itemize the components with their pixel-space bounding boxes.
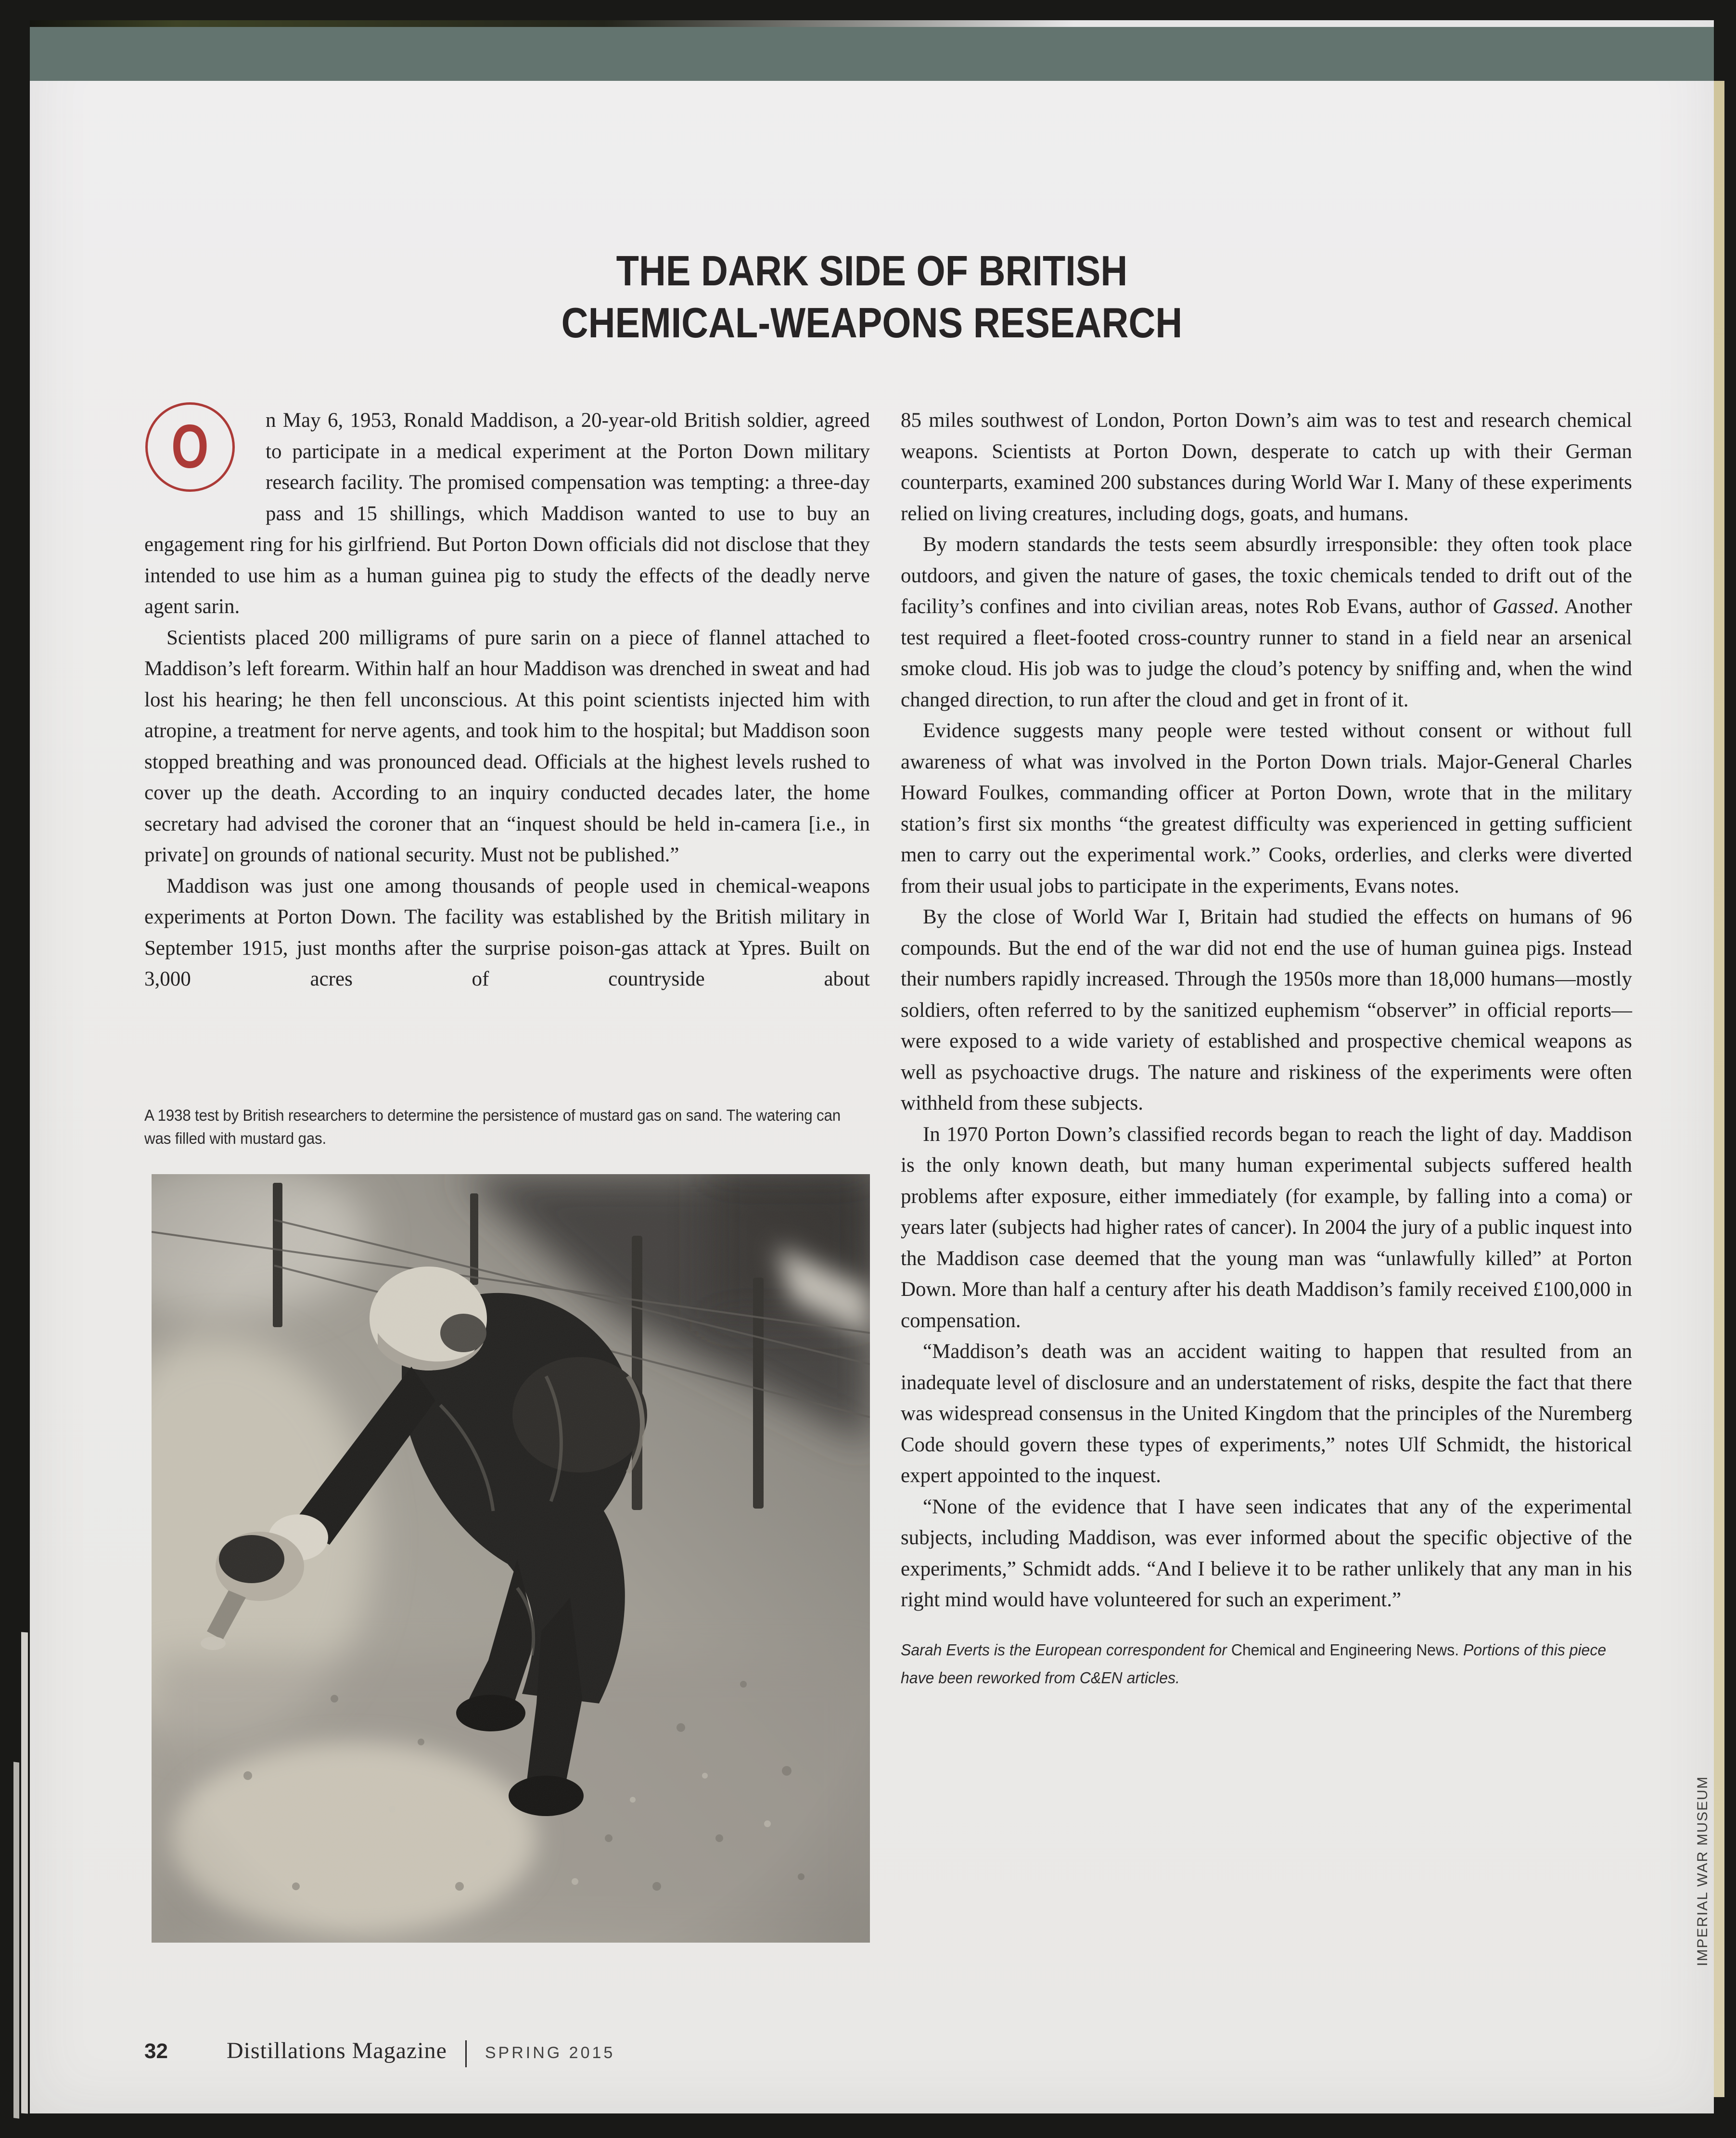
paragraph: Evidence suggests many people were tested without consent or without full awareness of what was involved in the Porton Down trials. Major-General Charles Howard Foulkes, commanding officer at Porton Down, wrote that in the military station’s first six months “the greatest difficulty was experienced in getting sufficient men to carry out the experimental work.” Cooks, orderlies, and clerks were diverted from their usual jobs to participate in the experiments, Evans notes.: [901, 719, 1632, 897]
photo-credit-vertical: IMPERIAL WAR MUSEUM: [1695, 1776, 1710, 1966]
left-column-paragraphs: [144, 623, 870, 995]
paragraph: Maddison was just one among thousands of people used in chemical-weapons experiments at Porton Down. The facility was established by the British military in September 1915, just months after the surprise poison-gas attack at Ypres. Built on 3,000 acres of countryside about: [144, 874, 870, 990]
issue-label: SPRING 2015: [485, 2044, 615, 2062]
magazine-name: Distillations Magazine: [226, 2038, 447, 2063]
opening-paragraph-text: n May 6, 1953, Ronald Maddison, a 20-year-old British soldier, agreed to participate in a medical experiment at the Porton Down military research facility. The promised compensation was tempting: a three-day pass and 15 shillings, which Maddison wanted to use to buy an engagement ring for his girlfriend. But Porton Down officials did not disclose that they intended to use him as a human guinea pig to study the effects of the deadly nerve agent sarin.: [144, 409, 870, 618]
stacked-pages-edge: [21, 1632, 28, 2114]
author-bio: Sarah Everts is the European correspondent for Chemical and Engineering News. Portions of this piece have been reworked from C&EN articles.: [901, 1640, 1607, 1687]
photo-illustration: [152, 1174, 870, 1943]
paragraph: “Maddison’s death was an accident waiting to happen that resulted from an inadequate level of disclosure and an understatement of risks, despite the fact that there was widespread consensus in the United Kingdom that the principles of the Nuremberg Code should govern these types of experiments,” notes Ulf Schmidt, the historical expert appointed to the inquest.: [901, 1340, 1632, 1487]
opening-paragraph: [144, 405, 870, 623]
stacked-pages-edge: [13, 1762, 19, 2118]
right-column-paragraphs: [901, 405, 1632, 1616]
drop-cap-letter: O: [171, 412, 209, 481]
page-top-edge: [30, 20, 1074, 27]
mustard-gas-test-photo: [152, 1174, 870, 1943]
magazine-page: [30, 20, 1714, 2113]
paragraph: In 1970 Porton Down’s classified records began to reach the light of day. Maddison is the only known death, but many human experimental subjects suffered health problems after exposure, either immediately (for example, by falling into a coma) or years later (subjects had higher rates of cancer). In 2004 the jury of a public inquest into the Maddison case deemed that the young man was “unlawfully killed” at Porton Down. More than half a century after his death Maddison’s family received £100,000 in compensation.: [901, 1123, 1632, 1332]
paragraph: “None of the evidence that I have seen indicates that any of the experimental subjects, including Maddison, was ever informed about the specific objective of the experiments,” Schmidt adds. “And I believe it to be rather unlikely that any man in his right mind would have volunteered for such an experiment.”: [901, 1495, 1632, 1611]
page-number: 32: [144, 2039, 168, 2063]
article-title: [131, 245, 1613, 349]
drop-cap: [144, 405, 266, 499]
page-edge: [1714, 81, 1724, 2097]
paragraph: By the close of World War I, Britain had studied the effects on humans of 96 compounds. But the end of the war did not end the use of human guinea pigs. Instead their numbers rapidly increased. Through the 1950s more than 18,000 humans—mostly soldiers, often referred to by the sanitized euphemism “observer” in official reports—were exposed to a wide variety of established and prospective chemical weapons as well as psychoactive drugs. The nature and riskiness of the experiments were often withheld from these subjects.: [901, 906, 1632, 1114]
paragraph: By modern standards the tests seem absurdly irresponsible: they often took place outdoors, and given the nature of gases, the toxic chemicals tended to drift out of the facility’s confines and into civilian areas, notes Rob Evans, author of Gassed. Another test required a fleet-footed cross-country runner to stand in a field near an arsenical smoke cloud. His job was to judge the cloud’s potency by sniffing and, when the wind changed direction, to run after the cloud and get in front of it.: [901, 533, 1632, 711]
title-line-1: THE DARK SIDE OF BRITISH: [616, 246, 1128, 294]
title-line-2: CHEMICAL-WEAPONS RESEARCH: [561, 298, 1183, 346]
photo-caption: A 1938 test by British researchers to determine the persistence of mustard gas on sand. The watering can was filled with mustard gas.: [144, 1106, 841, 1147]
paragraph: Scientists placed 200 milligrams of pure sarin on a piece of flannel attached to Maddison’s left forearm. Within half an hour Maddison was drenched in sweat and had lost his hearing; he then fell unconscious. At this point scientists injected him with atropine, a treatment for nerve agents, and took him to the hospital; but Maddison soon stopped breathing and was pronounced dead. Officials at the highest levels rushed to cover up the death. According to an inquiry conducted decades later, the home secretary had advised the coroner that an “inquest should be held in-camera [i.e., in private] on grounds of national security. Must not be published.”: [144, 626, 870, 866]
drop-cap-circle: [145, 402, 235, 492]
right-column: [901, 405, 1632, 1692]
page-footer: [144, 2037, 615, 2064]
footer-divider: [465, 2040, 467, 2067]
top-color-bar: [30, 27, 1714, 81]
paragraph: 85 miles southwest of London, Porton Down’s aim was to test and research chemical weapons. Scientists at Porton Down, desperate to catch up with their German counterparts, examined 200 substances during World War I. Many of these experiments relied on living creatures, including dogs, goats, and humans.: [901, 409, 1632, 525]
